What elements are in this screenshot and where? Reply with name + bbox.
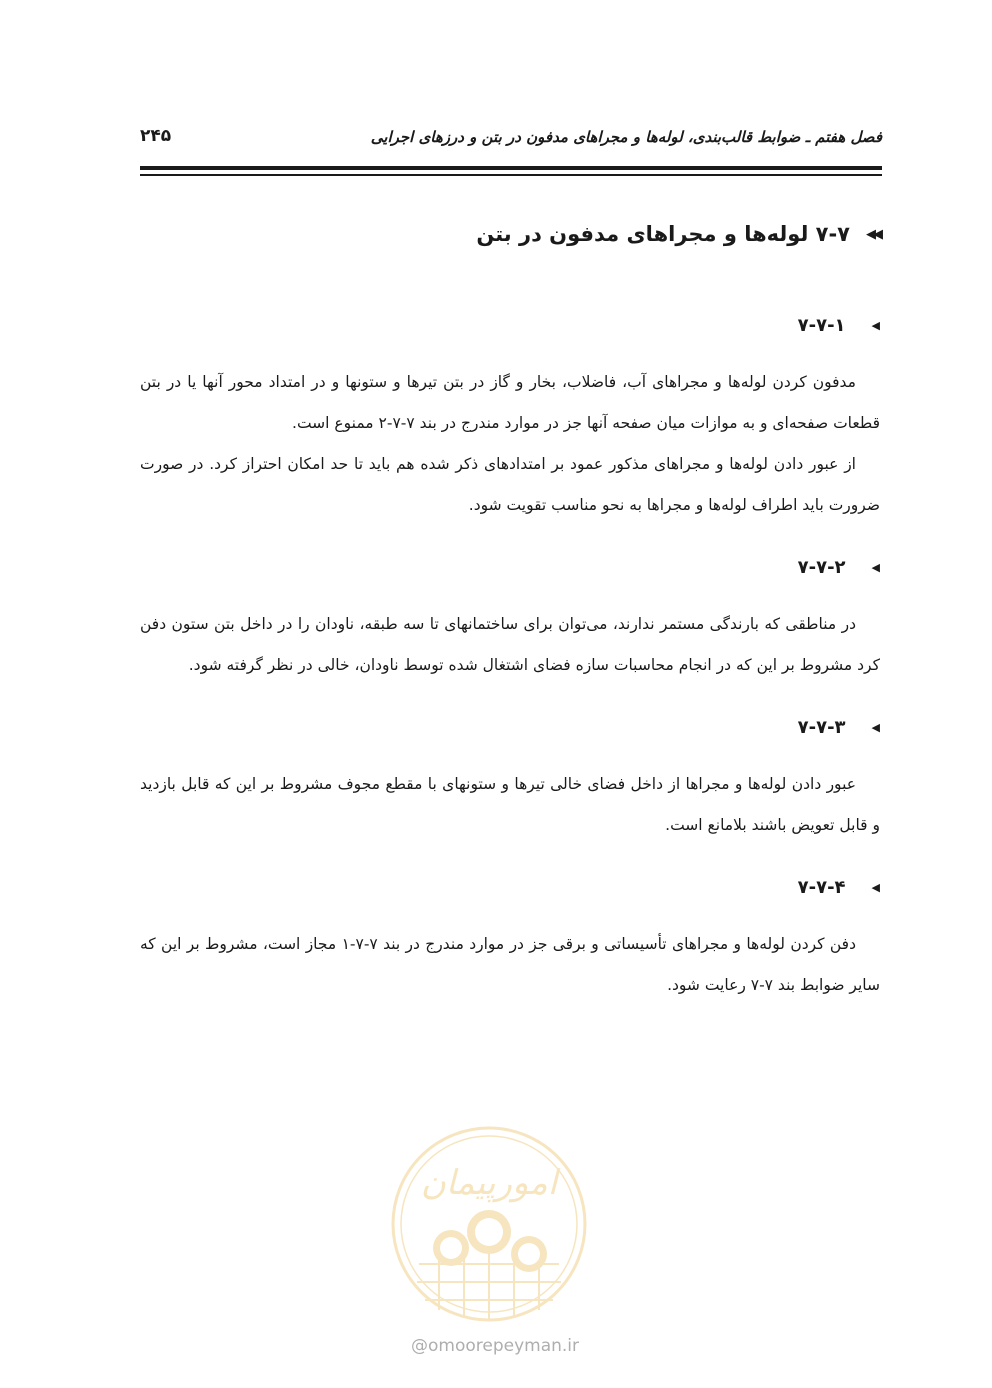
clause-paragraph: مدفون کردن لوله‌ها و مجراهای آب، فاضلاب، بخار و گاز در بتن تیرها و ستونها و در امتداد محور آنها یا در بتن قطعات صفحه‌ای و به موازات میان صفحه آنها جز در موارد مندرج در بند ۷-۷-۲ ممنوع است. <box>140 373 880 432</box>
clause-paragraph: دفن کردن لوله‌ها و مجراهای تأسیساتی و برقی جز در موارد مندرج در بند ۷-۷-۱ مجاز است، مشروط بر این که سایر ضوابط بند ۷-۷ رعایت شود. <box>140 935 880 994</box>
clause-number: ۷-۷-۲ <box>797 556 846 578</box>
section-heading-text: ۷-۷ لوله‌ها و مجراهای مدفون در بتن <box>476 222 850 246</box>
page-number: ۲۴۵ <box>140 126 172 146</box>
clause-number: ۷-۷-۳ <box>797 716 846 738</box>
arrow-icon: ◀ <box>871 720 880 734</box>
watermark-logo <box>389 1124 589 1324</box>
clause-number: ۷-۷-۱ <box>797 314 846 336</box>
clause-heading <box>140 310 880 340</box>
page-header <box>140 128 882 158</box>
double-arrow-icon: ◀◀ <box>866 226 880 242</box>
svg-text:امورپیمان: امورپیمان <box>420 1163 558 1203</box>
section-heading <box>140 210 880 258</box>
watermark-url: @omoorepeyman.ir <box>410 1336 580 1356</box>
header-rule-thick <box>140 166 882 170</box>
page-content <box>140 210 880 1006</box>
arrow-icon: ◀ <box>871 318 880 332</box>
clause-paragraph: عبور دادن لوله‌ها و مجراها از داخل فضای خالی تیرها و ستونهای با مقطع مجوف مشروط بر این که قابل بازدید و قابل تعویض باشند بلامانع است. <box>140 775 880 834</box>
clause-number: ۷-۷-۴ <box>797 876 846 898</box>
clause-heading <box>140 872 880 902</box>
clause-paragraph: از عبور دادن لوله‌ها و مجراهای مذکور عمود بر امتدادهای ذکر شده هم باید تا حد امکان احتراز کرد. در صورت ضرورت باید اطراف لوله‌ها و مجراها به نحو مناسب تقویت شود. <box>140 455 880 514</box>
header-rule-thin <box>140 174 882 176</box>
copyright-icon: @ <box>410 1336 428 1356</box>
chapter-title: فصل هفتم ـ ضوابط قالب‌بندی، لوله‌ها و مجراهای مدفون در بتن و درزهای اجرایی <box>370 128 882 146</box>
arrow-icon: ◀ <box>871 560 880 574</box>
clause-heading <box>140 552 880 582</box>
arrow-icon: ◀ <box>871 880 880 894</box>
clause-heading <box>140 712 880 742</box>
clause-paragraph: در مناطقی که بارندگی مستمر ندارند، می‌توان برای ساختمانهای تا سه طبقه، ناودان را در داخل بتن ستون دفن کرد مشروط بر این که در انجام محاسبات سازه فضای اشتغال شده توسط ناودان، خالی در نظر گرفته شود. <box>140 615 880 674</box>
